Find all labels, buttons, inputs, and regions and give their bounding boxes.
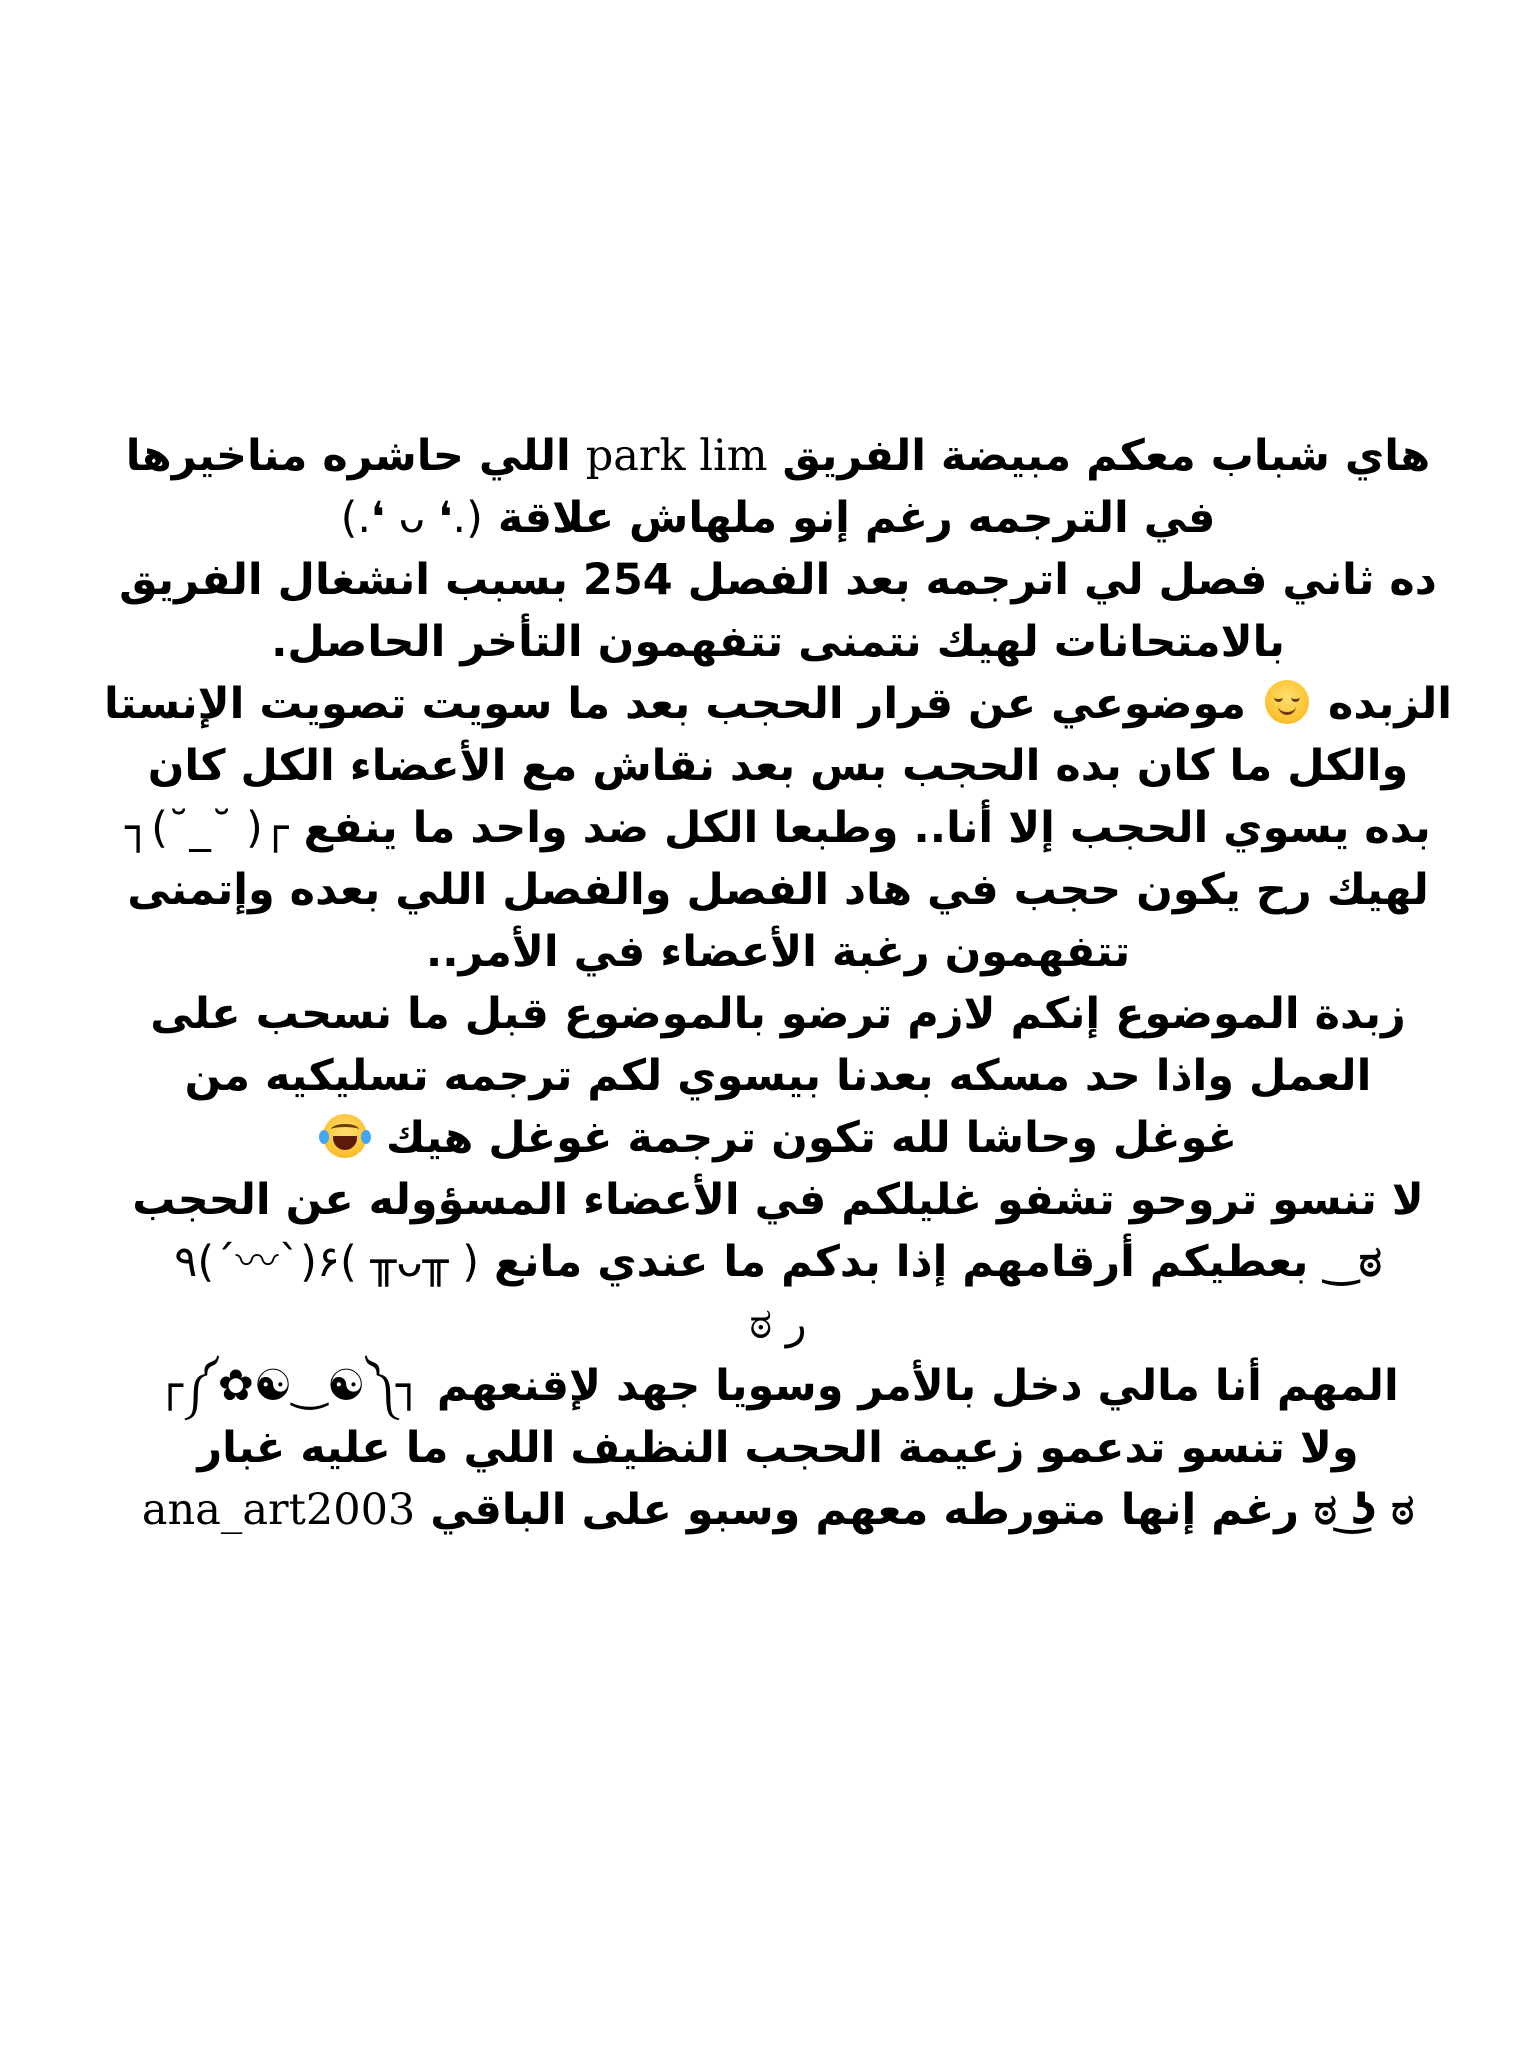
team-name: park lim [585, 431, 768, 481]
note-line-10: زبدة الموضوع إنكم لازم ترضو بالموضوع قبل ما نسحب على [150, 989, 1406, 1039]
note-line-18: ಠ ͜ʖ ಠ رغم إنها متورطه معهم وسبو على الباقي ana_art2003 [141, 1485, 1415, 1535]
note-line-11: العمل واذا حد مسكه بعدنا بيسوي لكم ترجمه تسليكيه من [184, 1051, 1372, 1101]
kaomoji-crying: ٩(ˊ〰ˋ)۶( ╥ᴗ╥ ) [174, 1237, 479, 1287]
kaomoji-shrug: ┐(˘_˘ )┌ [125, 803, 289, 853]
note-line-17: ولا تنسو تدعمو زعيمة الحجب النظيف اللي ما عليه غبار [197, 1423, 1359, 1473]
relieved-face-icon [1265, 680, 1309, 724]
note-line-15: ಠ ر [749, 1299, 807, 1349]
translator-note [90, 425, 1466, 1541]
note-line-16: المهم أنا مالي دخل بالأمر وسويا جهد لإقنعهم ┌༼✿☯‿☯༽┐ [157, 1361, 1399, 1411]
note-line-7: بده يسوي الحجب إلا أنا.. وطبعا الكل ضد واحد ما ينفع ┐(˘_˘ )┌ [125, 803, 1431, 853]
note-line-5: الزبده موضوعي عن قرار الحجب بعد ما سويت تصويت الإنستا [104, 679, 1452, 729]
note-line-6: والكل ما كان بده الحجب بس بعد نقاش مع الأعضاء الكل كان [147, 741, 1409, 791]
note-line-1: هاي شباب معكم مبيضة الفريق park lim اللي حاشره مناخيرها [125, 431, 1431, 481]
note-line-14: ಠ‿ بعطيكم أرقامهم إذا بدكم ما عندي مانع ٩(ˊ〰ˋ)۶( ╥ᴗ╥ ) [174, 1237, 1382, 1287]
tears-of-joy-icon [323, 1114, 367, 1158]
kaomoji-yinyang: ┌༼✿☯‿☯༽┐ [157, 1361, 422, 1411]
note-line-2: في الترجمه رغم إنو ملهاش علاقة (.❛ ᴗ ❛.) [340, 493, 1216, 543]
note-line-8: لهيك رح يكون حجب في هاد الفصل والفصل اللي بعده وإتمنى [127, 865, 1429, 915]
username: ana_art2003 [141, 1485, 416, 1535]
note-line-3: ده ثاني فصل لي اترجمه بعد الفصل 254 بسبب انشغال الفريق [119, 555, 1437, 605]
note-line-9: تتفهمون رغبة الأعضاء في الأمر.. [425, 927, 1131, 977]
kaomoji-smile: (.❛ ᴗ ❛.) [340, 493, 483, 543]
note-line-12: غوغل وحاشا لله تكون ترجمة غوغل هيك [90, 1107, 1466, 1169]
note-line-13: لا تنسو تروحو تشفو غليلكم في الأعضاء المسؤوله عن الحجب [132, 1175, 1424, 1225]
note-line-4: بالامتحانات لهيك نتمنى تتفهمون التأخر الحاصل. [271, 617, 1285, 667]
